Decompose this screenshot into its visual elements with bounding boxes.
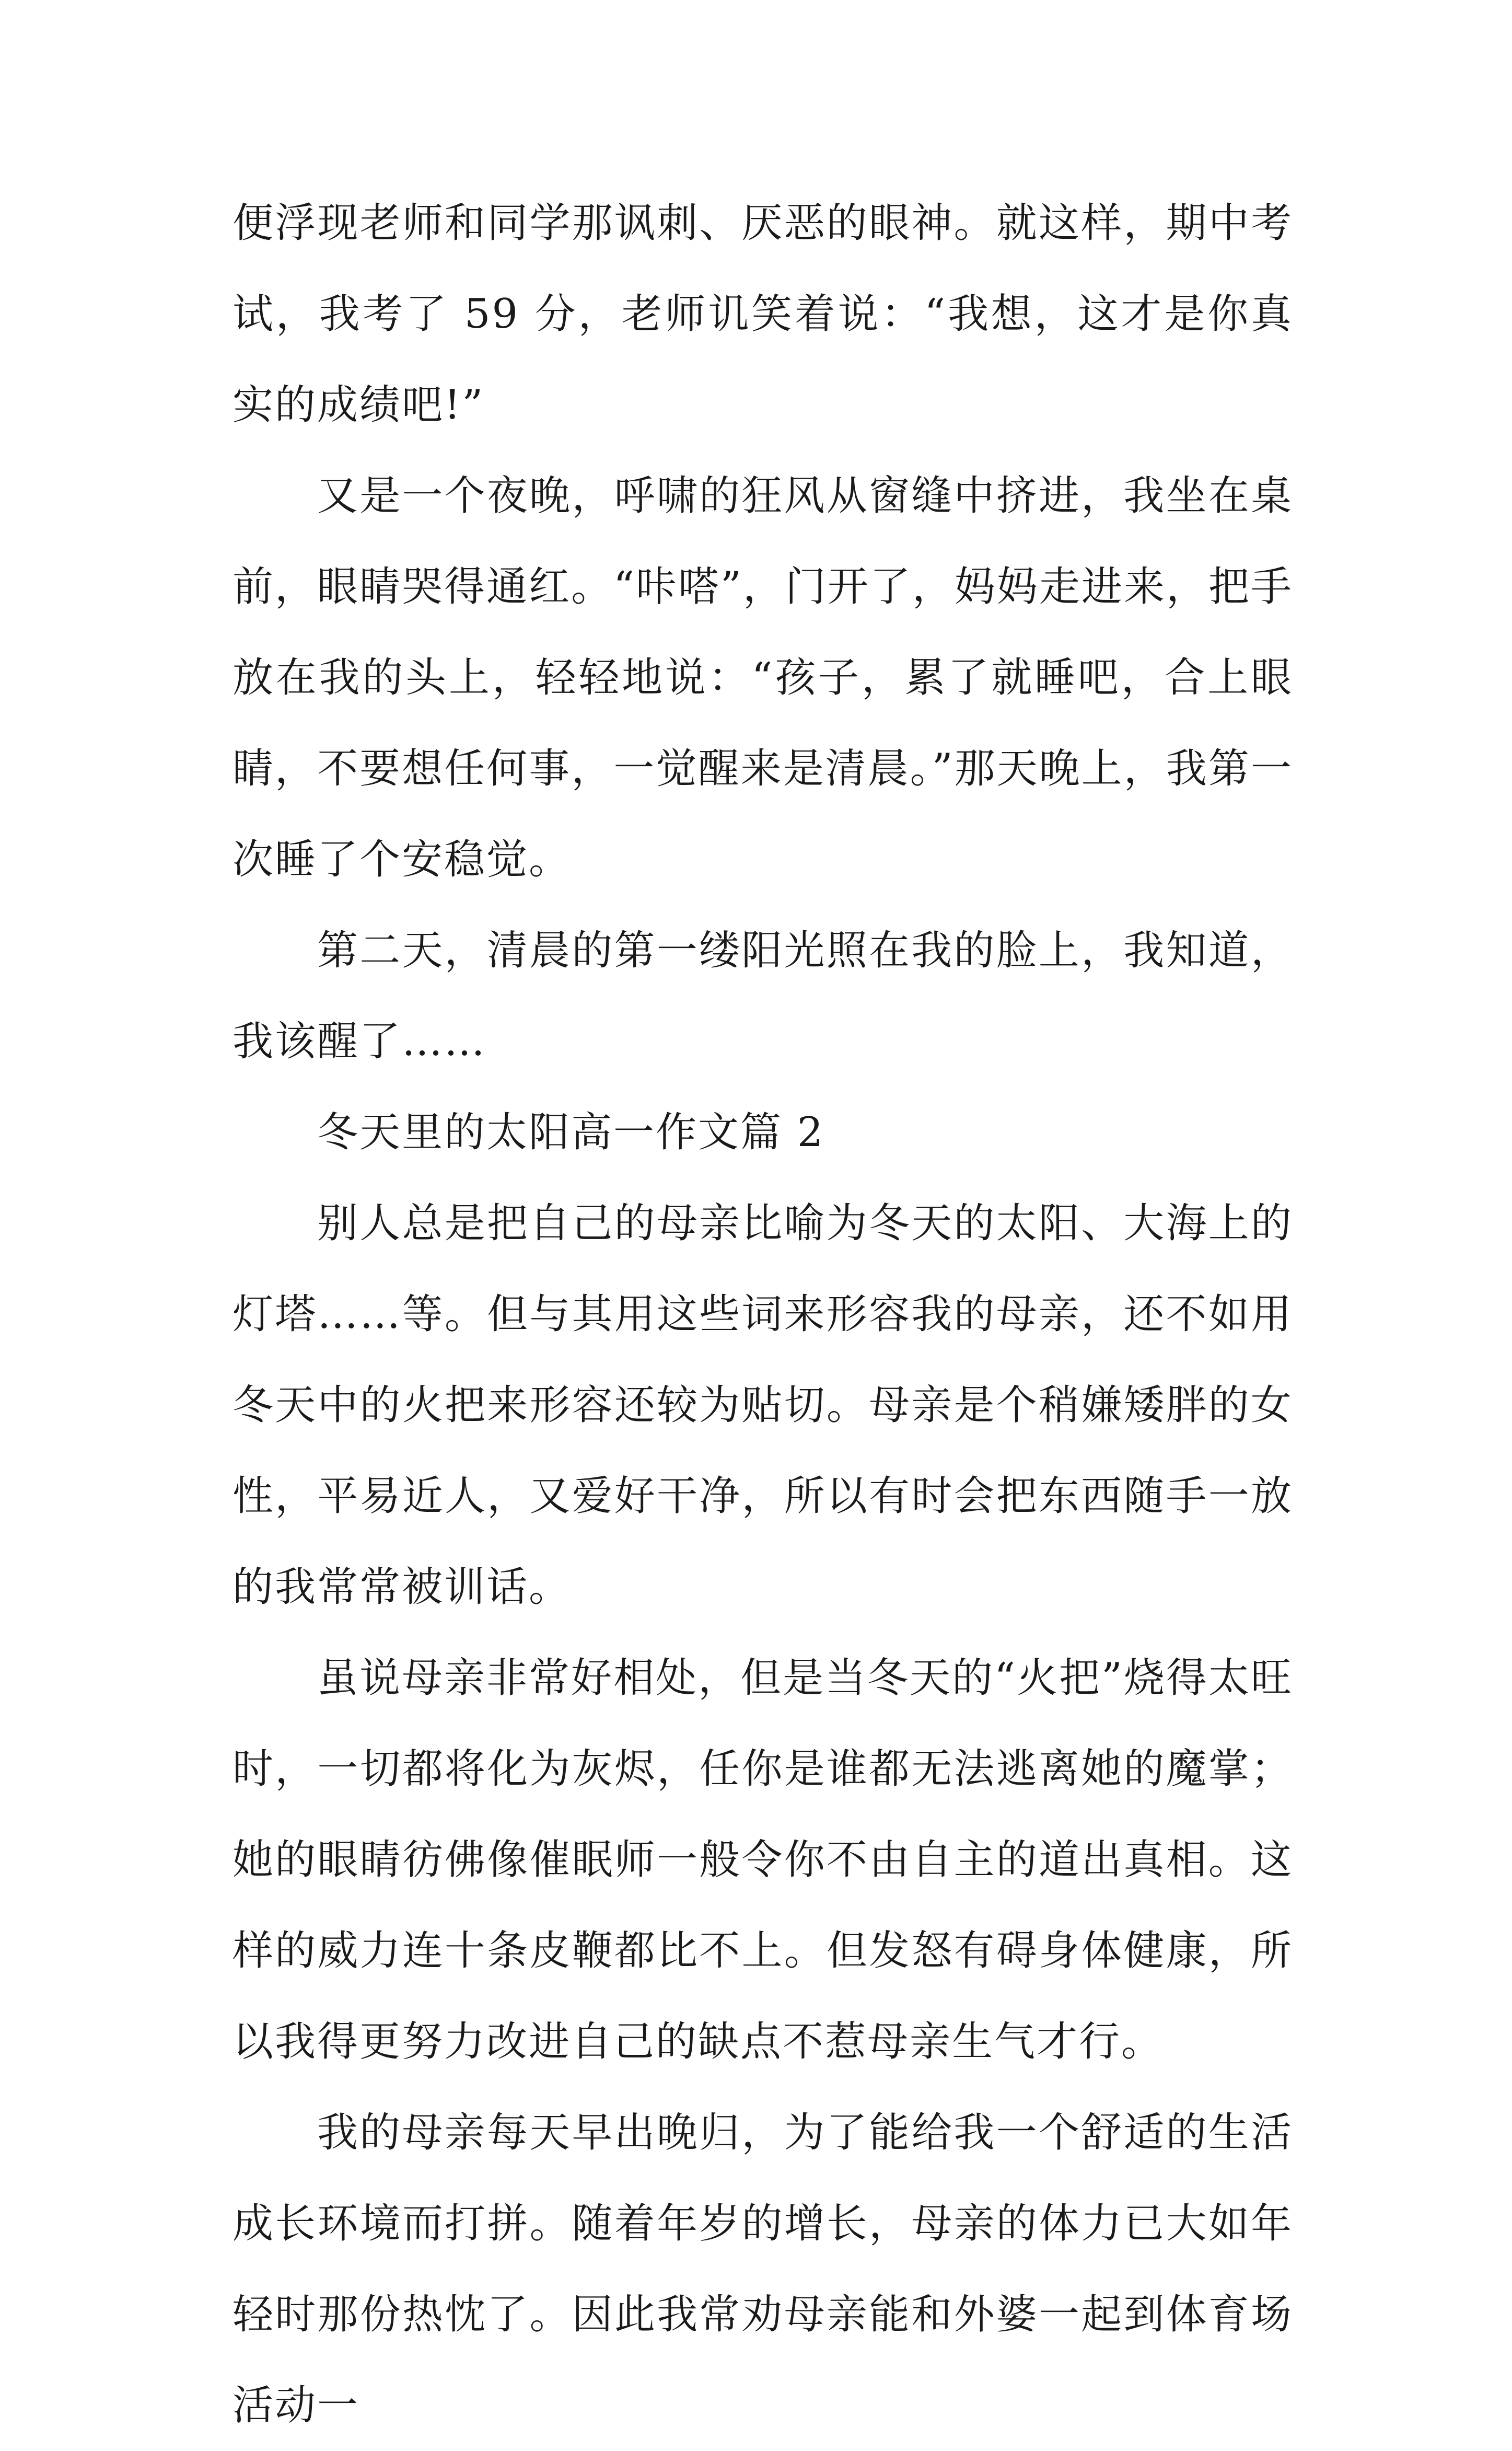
paragraph: 又是一个夜晚，呼啸的狂风从窗缝中挤进，我坐在桌前，眼睛哭得通红。“咔嗒”，门开了，妈妈走进来，把手放在我的头上，轻轻地说：“孩子，累了就睡吧，合上眼睛，不要想任何事，一觉醒来是清晨。”那天晚上，我第一次睡了个安稳觉。 [232, 472, 1293, 883]
paragraph: 别人总是把自己的母亲比喻为冬天的太阳、大海上的灯塔……等。但与其用这些词来形容我的母亲，还不如用冬天中的火把来形容还较为贴切。母亲是个稍嫌矮胖的女性，平易近人，又爱好干净，所以有时会把东西随手一放的我常常被训话。 [232, 1200, 1293, 1611]
section-title: 冬天里的太阳高一作文篇 2 [317, 1109, 825, 1156]
paragraph: 我的母亲每天早出晚归，为了能给我一个舒适的生活成长环境而打拼。随着年岁的增长，母亲的体力已大如年轻时那份热忱了。因此我常劝母亲能和外婆一起到体育场活动一 [232, 2109, 1293, 2429]
paragraph: 便浮现老师和同学那讽刺、厌恶的眼神。就这样，期中考试，我考了 59 分，老师讥笑着说：“我想，这才是你真实的成绩吧!” [232, 200, 1293, 429]
paragraph: 第二天，清晨的第一缕阳光照在我的脸上，我知道，我该醒了…… [232, 927, 1293, 1065]
paragraph: 虽说母亲非常好相处，但是当冬天的“火把”烧得太旺时，一切都将化为灰烬，任你是谁都无法逃离她的魔掌；她的眼睛彷佛像催眠师一般令你不由自主的道出真相。这样的威力连十条皮鞭都比不上。但发怒有碍身体健康，所以我得更努力改进自己的缺点不惹母亲生气才行。 [232, 1655, 1293, 2065]
document-body [232, 178, 1293, 2451]
